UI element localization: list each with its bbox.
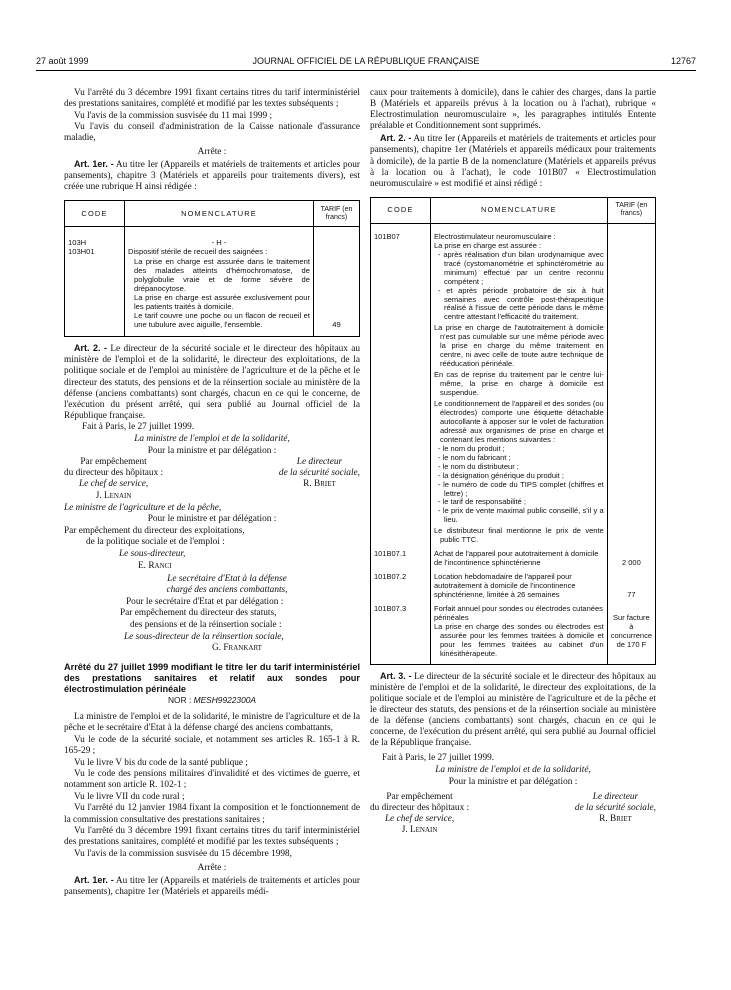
table-cell-code <box>65 227 125 337</box>
code-value: 103H01 <box>68 247 95 257</box>
article-1 <box>64 159 360 193</box>
nomenclature-table <box>370 197 656 665</box>
signatory-name: R. Briet <box>599 813 632 824</box>
nomenclature-line: - le nom du fabricant ; <box>438 452 511 462</box>
visa-paragraph: Vu l'arrêté du 3 décembre 1991 fixant certains titres du tarif interministériel des prestations sanitaires, complété et modifié par les textes subséquents ; <box>64 826 360 848</box>
nomenclature-line: La prise en charge est assurée dans le traitement des malades atteints d'hémochromatose, de polyglobulie vraie et de forme sévère de drépanocytose. <box>134 256 310 293</box>
table-cell-tarif <box>607 572 655 604</box>
col-header-tarif: TARIF (en francs) <box>607 197 655 223</box>
table-cell-code <box>371 572 431 604</box>
signature-line: Le chef de service, <box>78 479 149 490</box>
nomenclature-line: - la désignation générique du produit ; <box>438 470 564 480</box>
signature-line: Par empêchement <box>80 457 147 468</box>
nomenclature-line: Forfait annuel pour sondes ou électrodes cutanées périnéales <box>434 604 603 622</box>
signatory-title: La ministre de l'emploi et de la solidarité, <box>435 764 591 775</box>
right-column <box>370 88 656 836</box>
table-cell-nomenclature <box>431 604 608 664</box>
signature-line: Par empêchement <box>386 791 453 802</box>
nomenclature-line: Le tarif couvre une poche ou un flacon de recueil et une tubulure avec aiguille, l'ensemble. <box>134 311 310 330</box>
nomenclature-line: Le distributeur final mentionne le prix de vente public TTC. <box>434 526 604 545</box>
nomenclature-line: Electrostimulateur neuromusculaire : <box>434 231 556 241</box>
signature-line: de la politique sociale et de l'emploi : <box>86 537 225 548</box>
visa-paragraph: La ministre de l'emploi et de la solidarité, le ministre de l'agriculture et de la pêche et le secrétaire d'Etat à la défense chargé des anciens combattants, <box>64 712 360 734</box>
article-text: Le directeur de la sécurité sociale et le directeur des hôpitaux au ministère de l'emploi et de la solidarité, le directeur des exploitations, de la politique sociale et de l'emploi au ministère de l'agriculture et de la pêche et le directeur des statuts, des pensions et de la réinsertion sociale au ministère de la défense (anciens combattants) sont chargés, chacun en ce qui le concerne, de l'exécution du présent arrêté, qui sera publié au Journal officiel de la République française. <box>370 671 656 749</box>
header-date: 27 août 1999 <box>36 56 89 66</box>
table-cell-nomenclature <box>125 227 314 337</box>
signature-line: du directeur des hôpitaux : <box>370 802 470 813</box>
signature-line: Le directeur <box>592 791 639 802</box>
nomenclature-line: Achat de l'appareil pour autotraitement à domicile de l'incontinence sphinctérienne <box>434 549 599 568</box>
header-rule <box>36 70 696 71</box>
article-label: Art. 1er. - <box>74 874 114 885</box>
delegation-line: Pour le ministre et par délégation : <box>147 514 277 525</box>
signatory-name: J. Lenain <box>401 824 438 835</box>
header-journal-title: JOURNAL OFFICIEL DE LA RÉPUBLIQUE FRANÇAISE <box>252 56 480 66</box>
fait-a-paris: Fait à Paris, le 27 juillet 1999. <box>382 753 495 764</box>
tarif-value: Sur facture à concurrence de 170 F <box>610 613 653 650</box>
signatory-title: La ministre de l'emploi et de la solidarité, <box>134 434 290 445</box>
nomenclature-line: - et après période probatoire de six à huit semaines avec contrôle post-thérapeutique réalisé à l'issue de cette période dans le même centre attestant l'efficacité du traitement. <box>438 285 604 322</box>
article-label: Art. 1er. - <box>74 159 114 170</box>
article-2 <box>370 133 656 189</box>
table-cell-tarif <box>607 223 655 549</box>
signatory-name: R. Briet <box>303 479 336 490</box>
article-label: Art. 2. - <box>74 343 107 354</box>
nomenclature-line: - après réalisation d'un bilan urodynamique avec tracé (cystomanométrie et sphinctérométrie au minimum) effectué par un centre reconnu compétent ; <box>438 249 604 286</box>
nor-label: NOR : <box>168 695 192 706</box>
signature-line: Par empêchement du directeur des statuts, <box>120 608 277 619</box>
visa-paragraph: Vu l'arrêté du 3 décembre 1991 fixant certains titres du tarif interministériel des prestations sanitaires, complété et modifié par les textes subséquents ; <box>64 88 360 110</box>
nomenclature-line: En cas de reprise du traitement par le centre lui-même, la prise en charge à domicile est suspendue. <box>434 370 604 398</box>
nor-reference <box>64 695 360 706</box>
code-value: 103H <box>68 238 87 248</box>
continuation-paragraph: caux pour traitements à domicile), dans le cahier des charges, dans la partie B (Matériels et appareils prévus à la location ou à l'achat), rubrique « Electrostimulation neuromusculaire », les paragraphes intitulés Entente préalable et Conditionnement sont supprimés. <box>370 88 656 132</box>
code-value: 101B07.2 <box>374 572 407 582</box>
nomenclature-line: Dispositif stérile de recueil des saignées : <box>128 247 268 257</box>
delegation-line: Pour le secrétaire d'Etat et par délégation : <box>126 596 284 607</box>
nomenclature-line: Location hebdomadaire de l'appareil pour autotraitement à domicile de l'incontinence sphinctérienne, limitée à 26 semaines <box>434 572 576 600</box>
signature-line: de la sécurité sociale, <box>278 468 360 479</box>
nomenclature-table <box>64 200 360 337</box>
delegation-line: Pour la ministre et par délégation : <box>448 776 578 787</box>
article-text: Au titre Ier (Appareils et matériels de traitements et articles pour pansements), chapitre 3 (Matériels et appareils pour traitements divers), est créée une rubrique H ainsi rédigée : <box>64 160 361 193</box>
tarif-value: 77 <box>627 590 636 600</box>
signature-block <box>370 792 656 836</box>
nomenclature-line: - le nom du distributeur ; <box>438 461 519 471</box>
visa-paragraph: Vu le code de la sécurité sociale, et notamment ses articles R. 165-1 à R. 165-29 ; <box>64 734 360 756</box>
code-value: 101B07.3 <box>374 604 407 614</box>
table-cell-tarif <box>607 549 655 572</box>
signatory-title: chargé des anciens combattants, <box>166 585 288 596</box>
tarif-value: 49 <box>332 320 341 330</box>
nomenclature-line: La prise en charge de l'autotraitement à domicile n'est pas cumulable sur une même période avec la prise en charge du même traitement en centre, ni avec celle de toute autre technique de rééducation périnéale. <box>434 323 604 369</box>
article-3 <box>370 671 656 750</box>
section-letter: - H - <box>211 238 227 248</box>
signature-line: Le sous-directeur, <box>119 548 186 559</box>
article-text: Au titre Ier (Appareils et matériels de traitements et articles pour pansements), chapitre 1er (Matériels et appareils médi- <box>64 875 361 897</box>
table-cell-nomenclature <box>431 223 608 549</box>
nomenclature-line: La prise en charge des sondes ou électrodes est assurée pour les femmes traitées à domicile et pour les femmes traitées au cabinet d'un kinésithérapeute. <box>434 621 604 658</box>
visa-paragraph: Vu le code des pensions militaires d'invalidité et des victimes de guerre, et notamment son article R. 102-1 ; <box>64 769 360 791</box>
visa-paragraph: Vu l'avis de la commission susvisée du 11 mai 1999 ; <box>74 110 273 121</box>
article-text: Au titre Ier (Appareils et matériels de traitements et articles pour pansements), chapitre 1er (Matériels et appareils médicaux pour traitements à domicile), de la partie B de la nomenclature (Matériels et appareils prévus à la location ou à l'achat), le code 101B07 « Electrostimulation neuromusculaire » est modifié et ainsi rédigé : <box>370 134 656 189</box>
col-header-tarif: TARIF (en francs) <box>314 201 360 227</box>
left-column <box>64 88 360 898</box>
article-text: Le directeur de la sécurité sociale et le directeur des hôpitaux au ministère de l'emploi et de la solidarité, le directeur des exploitations, de la politique sociale et de l'emploi au ministère de l'agriculture et de la pêche et le directeur des statuts, des pensions et de la réinsertion sociale au ministère de la défense (anciens combattants) sont chargés, chacun en ce qui le concerne, de l'exécution du présent arrêté, qui sera publié au Journal officiel de la République française. <box>64 344 361 421</box>
nomenclature-line: - le tarif de responsabilité ; <box>438 497 526 507</box>
article-1 <box>64 875 360 898</box>
signature-line: du directeur des hôpitaux : <box>64 468 164 479</box>
nomenclature-line: - le nom du produit ; <box>438 443 505 453</box>
nomenclature-line: La prise en charge est assurée exclusivement pour les patients traités à domicile. <box>134 292 310 311</box>
table-cell-nomenclature <box>431 549 608 572</box>
table-cell-tarif <box>607 604 655 664</box>
arrete-title: Arrêté du 27 juillet 1999 modifiant le titre Ier du tarif interministériel des prestations sanitaires et relatif aux sondes pour électrostimulation périnéale <box>64 662 360 694</box>
signature-line: Le sous-directeur de la réinsertion sociale, <box>124 631 284 642</box>
article-label: Art. 2. - <box>380 133 412 144</box>
signature-line: Le chef de service, <box>384 813 455 824</box>
visa-paragraph: Vu l'avis de la commission susvisée du 15 décembre 1998, <box>74 848 293 859</box>
nomenclature-line: - le numéro de code du TIPS complet (chiffres et lettre) ; <box>438 479 604 498</box>
delegation-line: Pour la ministre et par délégation : <box>147 445 277 456</box>
arrete-heading: Arrête : <box>197 147 227 158</box>
nomenclature-line: Le conditionnement de l'appareil et des sondes (ou électrodes) comporte une étiquette détachable autocollante à apposer sur le volet de facturation adressé aux organismes de prise en charge et contenant les mentions suivantes : <box>434 399 604 444</box>
signature-line: Par empêchement du directeur des exploitations, <box>64 525 245 536</box>
signatory-name: E. Ranci <box>138 560 172 571</box>
table-cell-nomenclature <box>431 572 608 604</box>
col-header-nomenclature: NOMENCLATURE <box>431 197 608 223</box>
col-header-code: CODE <box>371 197 431 223</box>
article-2 <box>64 343 360 422</box>
table-cell-tarif <box>314 227 360 337</box>
visa-paragraph: Vu l'avis du conseil d'administration de la Caisse nationale d'assurance maladie, <box>64 122 360 144</box>
header-page-number: 12767 <box>670 56 696 66</box>
fait-a-paris: Fait à Paris, le 27 juillet 1999. <box>82 422 195 433</box>
table-cell-code <box>371 223 431 549</box>
visa-paragraph: Vu le livre V bis du code de la santé publique ; <box>74 757 248 768</box>
signatory-name: J. Lenain <box>95 490 132 501</box>
nor-value: MESH9922300A <box>193 695 256 706</box>
signatory-name: G. Frankart <box>212 643 262 654</box>
visa-paragraph: Vu le livre VII du code rural ; <box>74 791 185 802</box>
nomenclature-line: La prise en charge est assurée : <box>434 240 542 250</box>
nomenclature-line: - le prix de vente maximal public conseillé, s'il y a lieu. <box>438 506 604 525</box>
signature-block <box>64 457 360 501</box>
signature-line: de la sécurité sociale, <box>574 802 656 813</box>
page-header <box>36 56 696 68</box>
code-value: 101B07 <box>374 231 400 241</box>
signature-line: Le directeur <box>296 457 343 468</box>
table-cell-code <box>371 604 431 664</box>
article-label: Art. 3. - <box>380 670 412 681</box>
signatory-title: Le ministre de l'agriculture et de la pêche, <box>64 502 222 513</box>
table-cell-code <box>371 549 431 572</box>
visa-paragraph: Vu l'arrêté du 12 janvier 1984 fixant la composition et le fonctionnement de la commission consultative des prestations sanitaires ; <box>64 803 360 825</box>
signature-line: des pensions et de la réinsertion sociale : <box>130 620 282 631</box>
code-value: 101B07.1 <box>374 549 407 559</box>
signatory-title: Le secrétaire d'Etat à la défense <box>167 573 287 584</box>
col-header-nomenclature: NOMENCLATURE <box>125 201 314 227</box>
arrete-heading: Arrête : <box>197 862 227 873</box>
tarif-value: 2 000 <box>621 558 641 568</box>
col-header-code: CODE <box>65 201 125 227</box>
